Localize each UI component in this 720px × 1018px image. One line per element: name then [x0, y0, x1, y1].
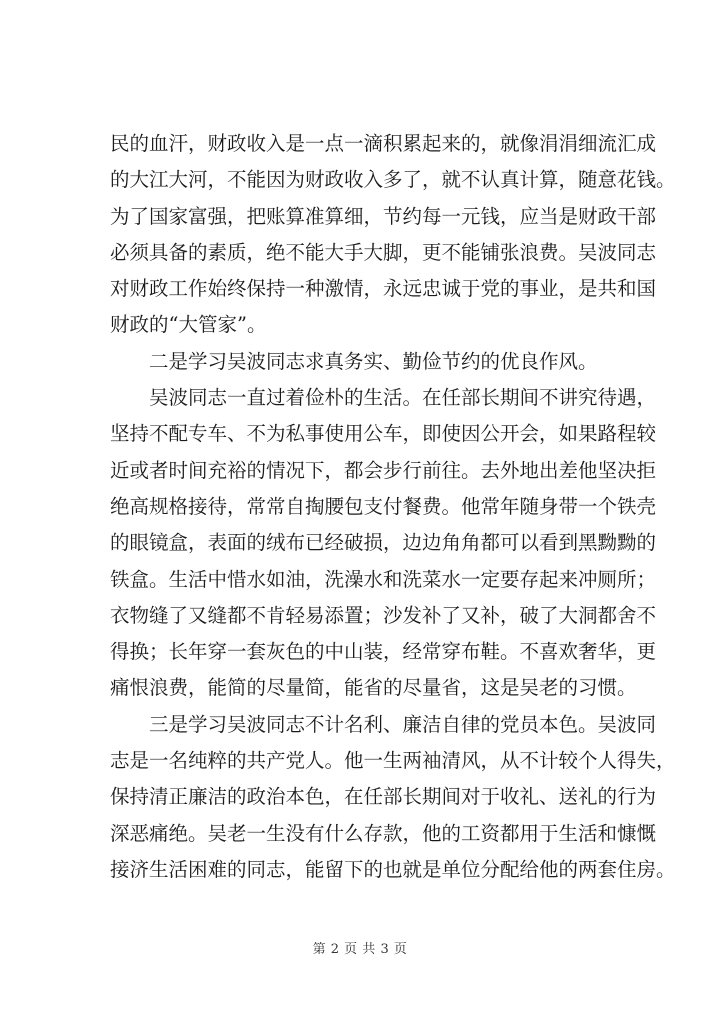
- page-number-footer: 第 2 页 共 3 页: [312, 942, 408, 957]
- text-line: 痛恨浪费，能简的尽量简，能省的尽量省，这是吴老的习惯。: [110, 676, 637, 700]
- paragraph-4: [110, 707, 676, 888]
- text-line: 为了国家富强，把账算准算细，节约每一元钱，应当是财政干部: [110, 204, 657, 228]
- paragraph-1: [110, 126, 676, 344]
- text-line: 铁盒。生活中惜水如油，洗澡水和洗菜水一定要存起来冲厕所；: [110, 567, 657, 591]
- text-line: 对财政工作始终保持一种激情，永远忠诚于党的事业，是共和国: [110, 277, 657, 301]
- text-line: 近或者时间充裕的情况下，都会步行前往。去外地出差他坚决拒: [110, 458, 657, 482]
- paragraph-3: [110, 380, 657, 707]
- text-line: 衣物缝了又缝都不肯轻易添置；沙发补了又补，破了大洞都舍不: [110, 603, 657, 627]
- text-line: 必须具备的素质，绝不能大手大脚，更不能铺张浪费。吴波同志: [110, 240, 657, 264]
- text-line: 三是学习吴波同志不计名利、廉洁自律的党员本色。吴波同: [149, 712, 657, 736]
- text-line: 吴波同志一直过着俭朴的生活。在任部长期间不讲究待遇，: [149, 386, 657, 410]
- text-line: 得换；长年穿一套灰色的中山装，经常穿布鞋。不喜欢奢华，更: [110, 640, 657, 664]
- text-line: 财政的“大管家”。: [110, 313, 267, 337]
- text-line: 接济生活困难的同志，能留下的也就是单位分配给他的两套住房。: [110, 857, 676, 881]
- text-line: 的大江大河，不能因为财政收入多了，就不认真计算，随意花钱。: [110, 168, 676, 192]
- document-body: [110, 126, 676, 888]
- text-line: 保持清正廉洁的政治本色，在任部长期间对于收礼、送礼的行为: [110, 785, 657, 809]
- paragraph-2: [110, 344, 622, 380]
- text-line: 民的血汗，财政收入是一点一滴积累起来的，就像涓涓细流汇成: [110, 132, 657, 155]
- text-line: 绝高规格接待，常常自掏腰包支付餐费。他常年随身带一个铁壳: [110, 494, 657, 518]
- section-heading: 二是学习吴波同志求真务实、勤俭节约的优良作风。: [149, 349, 598, 373]
- text-line: 的眼镜盒，表面的绒布已经破损，边边角角都可以看到黑黝黝的: [110, 531, 657, 555]
- text-line: 深恶痛绝。吴老一生没有什么存款，他的工资都用于生活和慷慨: [110, 821, 657, 845]
- text-line: 坚持不配专车、不为私事使用公车，即使因公开会，如果路程较: [110, 422, 657, 446]
- text-line: 志是一名纯粹的共产党人。他一生两袖清风，从不计较个人得失，: [110, 749, 676, 773]
